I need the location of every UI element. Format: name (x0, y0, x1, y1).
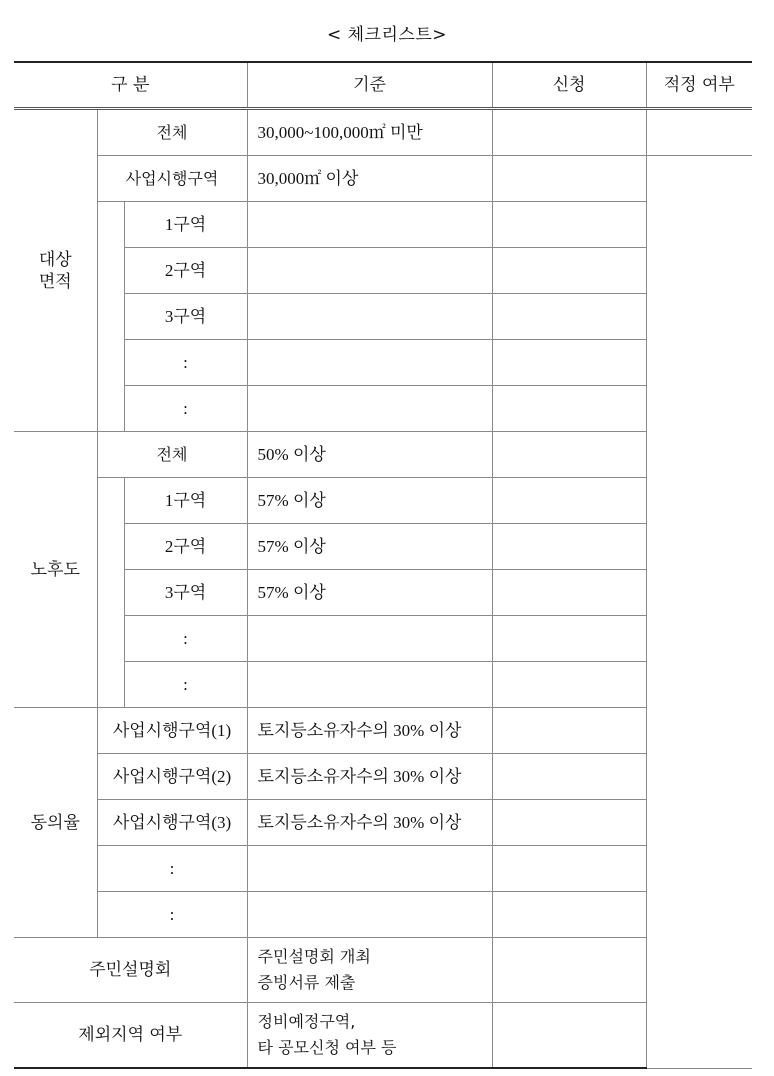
area-zone-label: 1구역 (124, 202, 247, 248)
area-total-label: 전체 (97, 109, 247, 156)
aging-total-label: 전체 (97, 432, 247, 478)
apply-cell[interactable] (492, 386, 646, 432)
area-zone-row (14, 202, 752, 248)
briefing-standard (247, 938, 492, 1003)
aging-zone-standard: 57% 이상 (247, 524, 492, 570)
aging-zone-row (14, 478, 752, 524)
apply-cell[interactable] (492, 478, 646, 524)
consent-row-standard (247, 846, 492, 892)
area-zone-row (14, 340, 752, 386)
document-title: < 체크리스트> (326, 25, 447, 45)
area-zone-label: : (124, 340, 247, 386)
apply-cell[interactable] (492, 800, 646, 846)
exclusion-row (14, 1003, 752, 1069)
aging-zone-label: 2구역 (124, 524, 247, 570)
briefing-standard-line2: 증빙서류 제출 (257, 973, 356, 992)
aging-total-standard: 50% 이상 (247, 432, 492, 478)
exclusion-label: 제외지역 여부 (14, 1003, 247, 1069)
area-zone-row (14, 386, 752, 432)
header-gubun: 구 분 (14, 62, 247, 109)
apply-cell[interactable] (492, 846, 646, 892)
aging-zone-row (14, 616, 752, 662)
aging-zone-label: 3구역 (124, 570, 247, 616)
apply-cell[interactable] (492, 662, 646, 708)
briefing-label: 주민설명회 (14, 938, 247, 1003)
consent-row-label: 사업시행구역(2) (97, 754, 247, 800)
apply-cell[interactable] (492, 1003, 646, 1069)
header-fit: 적정 여부 (646, 62, 752, 109)
apply-cell[interactable] (492, 754, 646, 800)
aging-total-row (14, 432, 752, 478)
header-apply: 신청 (492, 62, 646, 109)
standard-cell (247, 340, 492, 386)
fit-merged-cell[interactable] (646, 156, 752, 1069)
area-label-line1: 대상 (38, 249, 72, 270)
indent-cell (97, 202, 124, 432)
area-total-standard: 30,000~100,000㎡ 미만 (247, 109, 492, 156)
area-label-line2: 면적 (38, 271, 72, 292)
apply-cell[interactable] (492, 570, 646, 616)
area-project-standard: 30,000㎡ 이상 (247, 156, 492, 202)
aging-group-label: 노후도 (14, 432, 97, 708)
area-project-row (14, 156, 752, 202)
area-zone-row (14, 248, 752, 294)
area-zone-label: 3구역 (124, 294, 247, 340)
exclusion-standard-line2: 타 공모신청 여부 등 (257, 1038, 397, 1057)
apply-cell[interactable] (492, 202, 646, 248)
aging-zone-label: : (124, 662, 247, 708)
apply-cell[interactable] (492, 892, 646, 938)
area-group-label (14, 109, 97, 432)
aging-zone-label: : (124, 616, 247, 662)
aging-zone-standard: 57% 이상 (247, 478, 492, 524)
aging-zone-label: 1구역 (124, 478, 247, 524)
checklist-table (14, 61, 752, 1069)
standard-cell (247, 202, 492, 248)
apply-cell[interactable] (492, 524, 646, 570)
consent-row-standard (247, 892, 492, 938)
area-zone-label: 2구역 (124, 248, 247, 294)
aging-zone-row (14, 570, 752, 616)
briefing-standard-line1: 주민설명회 개최 (257, 947, 371, 966)
apply-cell[interactable] (492, 294, 646, 340)
header-standard: 기준 (247, 62, 492, 109)
standard-cell (247, 248, 492, 294)
apply-cell[interactable] (492, 340, 646, 386)
aging-zone-standard (247, 662, 492, 708)
header-row (14, 62, 752, 109)
fit-cell[interactable] (646, 109, 752, 156)
exclusion-standard (247, 1003, 492, 1069)
consent-row (14, 800, 752, 846)
consent-row (14, 846, 752, 892)
consent-row-label: 사업시행구역(1) (97, 708, 247, 754)
standard-cell (247, 386, 492, 432)
aging-zone-standard: 57% 이상 (247, 570, 492, 616)
apply-cell[interactable] (492, 708, 646, 754)
aging-zone-row (14, 662, 752, 708)
aging-zone-row (14, 524, 752, 570)
consent-row-label: : (97, 846, 247, 892)
consent-row-label: : (97, 892, 247, 938)
indent-cell (97, 478, 124, 708)
apply-cell[interactable] (492, 109, 646, 156)
exclusion-standard-line1: 정비예정구역, (257, 1012, 356, 1031)
consent-row (14, 708, 752, 754)
aging-zone-standard (247, 616, 492, 662)
area-project-label: 사업시행구역 (97, 156, 247, 202)
apply-cell[interactable] (492, 156, 646, 202)
standard-cell (247, 294, 492, 340)
apply-cell[interactable] (492, 248, 646, 294)
area-zone-row (14, 294, 752, 340)
consent-row (14, 754, 752, 800)
consent-row-standard: 토지등소유자수의 30% 이상 (247, 754, 492, 800)
consent-row-standard: 토지등소유자수의 30% 이상 (247, 800, 492, 846)
consent-row (14, 892, 752, 938)
briefing-row (14, 938, 752, 1003)
apply-cell[interactable] (492, 432, 646, 478)
apply-cell[interactable] (492, 616, 646, 662)
area-zone-label: : (124, 386, 247, 432)
apply-cell[interactable] (492, 938, 646, 1003)
consent-group-label: 동의율 (14, 708, 97, 938)
consent-row-label: 사업시행구역(3) (97, 800, 247, 846)
area-total-row (14, 109, 752, 156)
consent-row-standard: 토지등소유자수의 30% 이상 (247, 708, 492, 754)
